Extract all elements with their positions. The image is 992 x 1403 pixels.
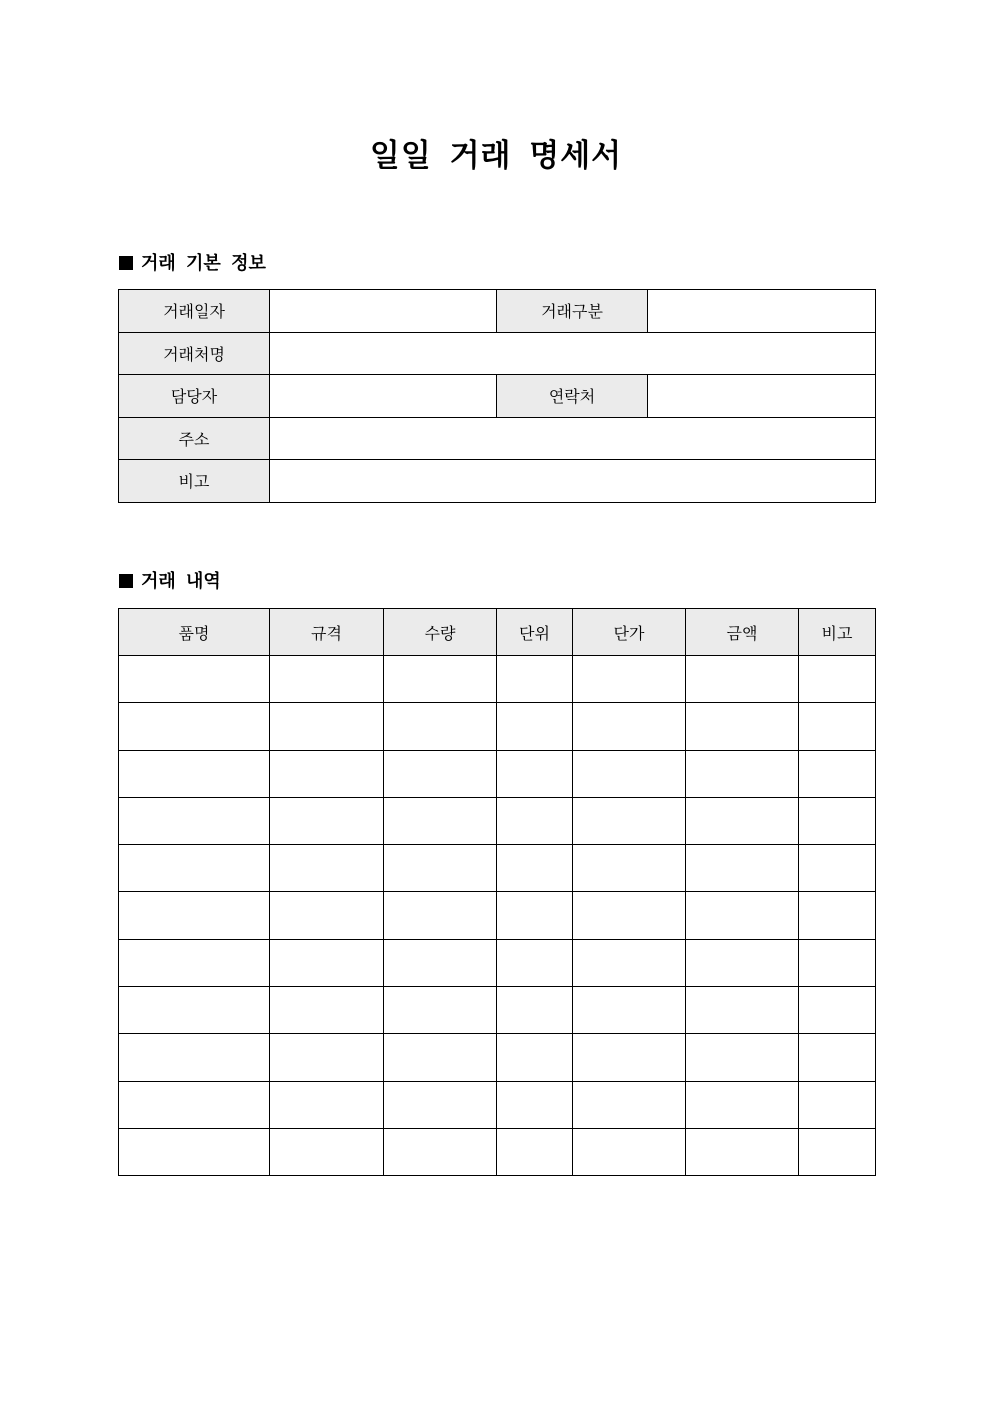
item-name-cell[interactable] xyxy=(119,845,270,892)
unit-cell[interactable] xyxy=(497,939,573,986)
column-header-unit-price: 단가 xyxy=(573,609,686,656)
spec-cell[interactable] xyxy=(270,797,384,844)
item-name-cell[interactable] xyxy=(119,656,270,703)
table-row xyxy=(119,987,876,1034)
date-label: 거래일자 xyxy=(119,290,270,333)
partner-field[interactable] xyxy=(270,332,876,375)
section-heading-basic-info xyxy=(119,252,266,276)
table-row xyxy=(119,892,876,939)
section-heading-transactions xyxy=(119,570,221,594)
manager-field[interactable] xyxy=(270,375,497,418)
quantity-cell[interactable] xyxy=(384,1081,497,1128)
spec-cell[interactable] xyxy=(270,939,384,986)
remarks-cell[interactable] xyxy=(799,892,876,939)
contact-field[interactable] xyxy=(648,375,876,418)
unit-cell[interactable] xyxy=(497,845,573,892)
quantity-cell[interactable] xyxy=(384,1128,497,1175)
remarks-cell[interactable] xyxy=(799,797,876,844)
column-header-quantity: 수량 xyxy=(384,609,497,656)
remarks-cell[interactable] xyxy=(799,987,876,1034)
spec-cell[interactable] xyxy=(270,1034,384,1081)
column-header-unit: 단위 xyxy=(497,609,573,656)
note-field[interactable] xyxy=(270,460,876,503)
address-label: 주소 xyxy=(119,417,270,460)
unit-cell[interactable] xyxy=(497,892,573,939)
quantity-cell[interactable] xyxy=(384,987,497,1034)
quantity-cell[interactable] xyxy=(384,656,497,703)
amount-cell[interactable] xyxy=(686,987,799,1034)
unit-cell[interactable] xyxy=(497,1128,573,1175)
basic-info-table xyxy=(118,289,876,503)
table-header-row xyxy=(119,609,876,656)
partner-label: 거래처명 xyxy=(119,332,270,375)
column-header-item-name: 품명 xyxy=(119,609,270,656)
amount-cell[interactable] xyxy=(686,656,799,703)
column-header-amount: 금액 xyxy=(686,609,799,656)
unit-price-cell[interactable] xyxy=(573,939,686,986)
spec-cell[interactable] xyxy=(270,1081,384,1128)
unit-cell[interactable] xyxy=(497,1034,573,1081)
remarks-cell[interactable] xyxy=(799,1034,876,1081)
spec-cell[interactable] xyxy=(270,750,384,797)
section-heading-label: 거래 기본 정보 xyxy=(141,253,266,274)
table-row xyxy=(119,290,876,333)
amount-cell[interactable] xyxy=(686,939,799,986)
table-row xyxy=(119,845,876,892)
column-header-remarks: 비고 xyxy=(799,609,876,656)
contact-label: 연락처 xyxy=(497,375,648,418)
table-row xyxy=(119,656,876,703)
unit-price-cell[interactable] xyxy=(573,1128,686,1175)
item-name-cell[interactable] xyxy=(119,797,270,844)
unit-price-cell[interactable] xyxy=(573,1081,686,1128)
unit-cell[interactable] xyxy=(497,703,573,750)
quantity-cell[interactable] xyxy=(384,797,497,844)
spec-cell[interactable] xyxy=(270,703,384,750)
table-row xyxy=(119,417,876,460)
amount-cell[interactable] xyxy=(686,1128,799,1175)
amount-cell[interactable] xyxy=(686,845,799,892)
square-bullet-icon xyxy=(119,574,133,588)
table-row xyxy=(119,750,876,797)
unit-cell[interactable] xyxy=(497,656,573,703)
quantity-cell[interactable] xyxy=(384,845,497,892)
quantity-cell[interactable] xyxy=(384,1034,497,1081)
address-field[interactable] xyxy=(270,417,876,460)
quantity-cell[interactable] xyxy=(384,939,497,986)
spec-cell[interactable] xyxy=(270,845,384,892)
table-row xyxy=(119,1128,876,1175)
table-row xyxy=(119,703,876,750)
table-row xyxy=(119,1034,876,1081)
unit-price-cell[interactable] xyxy=(573,703,686,750)
unit-cell[interactable] xyxy=(497,987,573,1034)
type-label: 거래구분 xyxy=(497,290,648,333)
amount-cell[interactable] xyxy=(686,1034,799,1081)
item-name-cell[interactable] xyxy=(119,1128,270,1175)
item-name-cell[interactable] xyxy=(119,892,270,939)
type-field[interactable] xyxy=(648,290,876,333)
page-title: 일일 거래 명세서 xyxy=(369,138,623,174)
spec-cell[interactable] xyxy=(270,892,384,939)
table-row xyxy=(119,797,876,844)
unit-price-cell[interactable] xyxy=(573,797,686,844)
quantity-cell[interactable] xyxy=(384,703,497,750)
item-name-cell[interactable] xyxy=(119,703,270,750)
unit-cell[interactable] xyxy=(497,797,573,844)
item-name-cell[interactable] xyxy=(119,1081,270,1128)
unit-price-cell[interactable] xyxy=(573,845,686,892)
unit-price-cell[interactable] xyxy=(573,892,686,939)
item-name-cell[interactable] xyxy=(119,750,270,797)
item-name-cell[interactable] xyxy=(119,939,270,986)
section-heading-label: 거래 내역 xyxy=(141,571,221,592)
remarks-cell[interactable] xyxy=(799,1128,876,1175)
item-name-cell[interactable] xyxy=(119,987,270,1034)
item-name-cell[interactable] xyxy=(119,1034,270,1081)
amount-cell[interactable] xyxy=(686,750,799,797)
unit-price-cell[interactable] xyxy=(573,656,686,703)
remarks-cell[interactable] xyxy=(799,656,876,703)
remarks-cell[interactable] xyxy=(799,1081,876,1128)
unit-cell[interactable] xyxy=(497,750,573,797)
amount-cell[interactable] xyxy=(686,703,799,750)
table-row xyxy=(119,375,876,418)
remarks-cell[interactable] xyxy=(799,939,876,986)
quantity-cell[interactable] xyxy=(384,750,497,797)
spec-cell[interactable] xyxy=(270,1128,384,1175)
date-field[interactable] xyxy=(270,290,497,333)
amount-cell[interactable] xyxy=(686,1081,799,1128)
amount-cell[interactable] xyxy=(686,892,799,939)
amount-cell[interactable] xyxy=(686,797,799,844)
unit-cell[interactable] xyxy=(497,1081,573,1128)
remarks-cell[interactable] xyxy=(799,845,876,892)
unit-price-cell[interactable] xyxy=(573,987,686,1034)
quantity-cell[interactable] xyxy=(384,892,497,939)
note-label: 비고 xyxy=(119,460,270,503)
table-row xyxy=(119,460,876,503)
remarks-cell[interactable] xyxy=(799,703,876,750)
remarks-cell[interactable] xyxy=(799,750,876,797)
unit-price-cell[interactable] xyxy=(573,750,686,797)
manager-label: 담당자 xyxy=(119,375,270,418)
spec-cell[interactable] xyxy=(270,656,384,703)
table-row xyxy=(119,1081,876,1128)
table-row xyxy=(119,332,876,375)
table-row xyxy=(119,939,876,986)
square-bullet-icon xyxy=(119,256,133,270)
column-header-spec: 규격 xyxy=(270,609,384,656)
spec-cell[interactable] xyxy=(270,987,384,1034)
transaction-items-table xyxy=(118,608,876,1176)
unit-price-cell[interactable] xyxy=(573,1034,686,1081)
